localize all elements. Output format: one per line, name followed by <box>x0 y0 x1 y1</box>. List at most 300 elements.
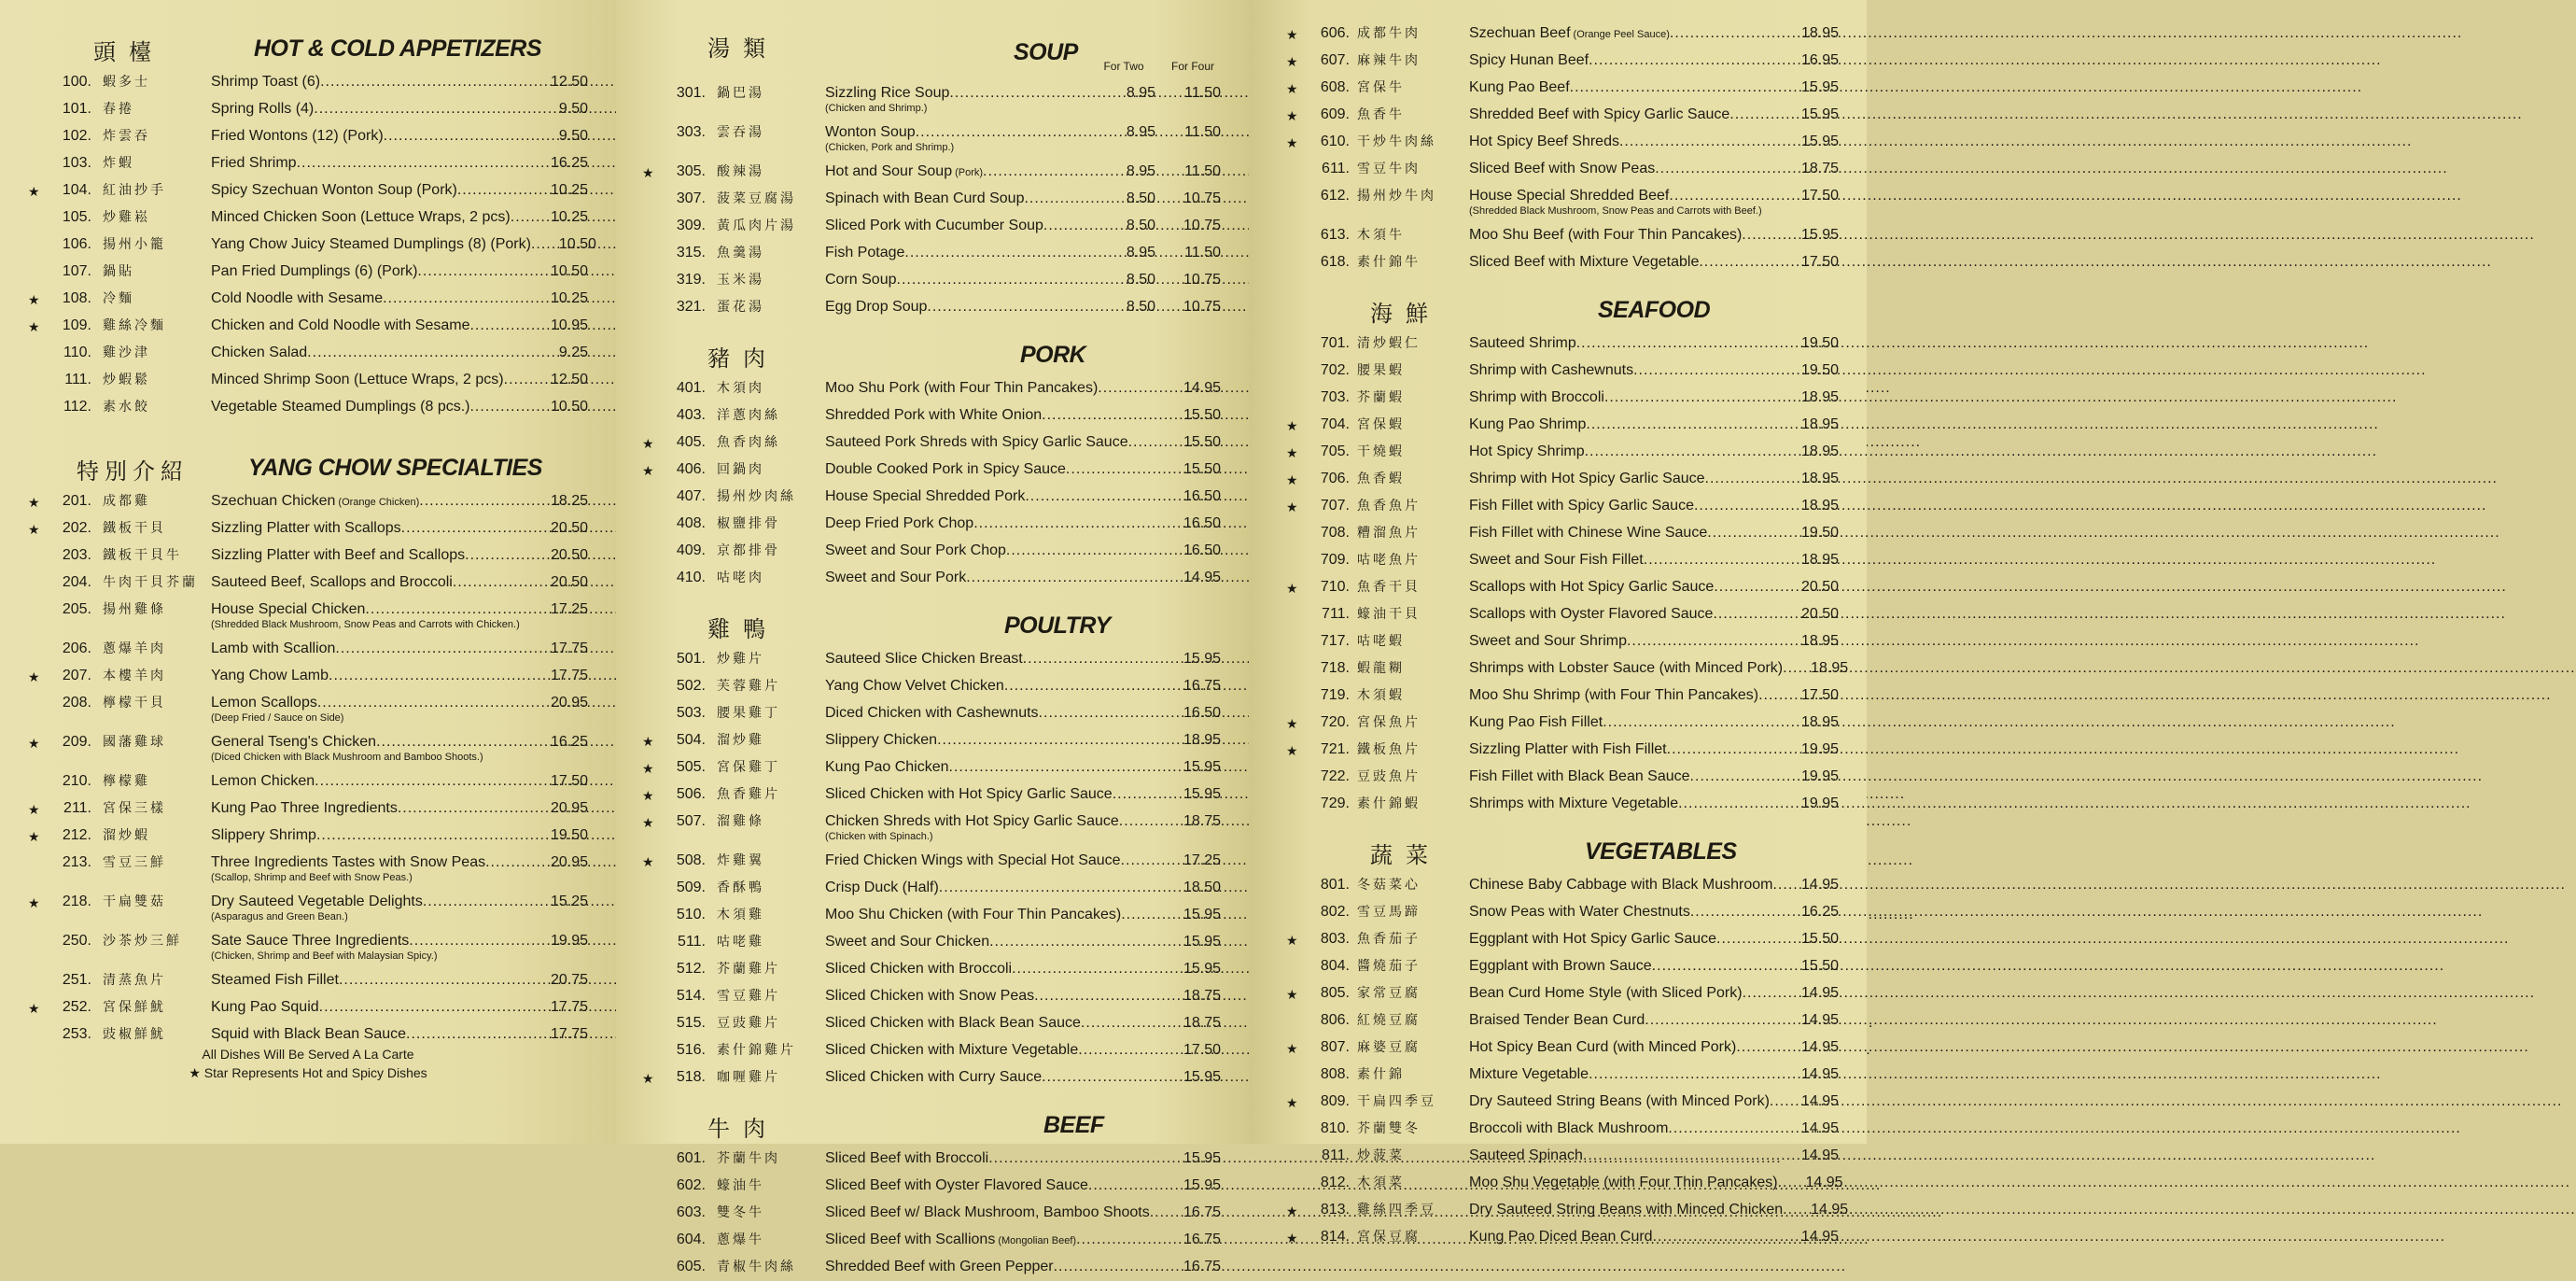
item-line <box>825 569 1221 587</box>
menu-item <box>28 663 588 690</box>
item-name: Kung Pao Squid <box>211 999 319 1015</box>
item-price: 17.25 <box>1183 852 1221 868</box>
spicy-star-icon: ★ <box>1286 1041 1298 1056</box>
item-price: 17.75 <box>550 1026 588 1042</box>
item-chinese-name: 麻婆豆腐 <box>1357 1040 1421 1055</box>
item-name: Double Cooked Pork in Spicy Sauce <box>825 461 1066 477</box>
dot-leader <box>1119 812 1161 831</box>
dot-leader <box>1652 957 1779 976</box>
item-price: 9.25 <box>558 345 588 360</box>
item-number: 111. <box>64 372 91 387</box>
item-chinese-name: 青椒牛肉絲 <box>717 1260 796 1274</box>
item-price: 10.50 <box>550 399 588 415</box>
item-line <box>1469 1011 1839 1030</box>
item-line <box>211 1025 588 1044</box>
item-name: House Special Chicken <box>211 601 366 617</box>
item-name: Dry Sauteed Vegetable Delights <box>211 894 423 909</box>
item-line <box>1469 1092 1839 1111</box>
item-name: Fish Fillet with Chinese Wine Sauce <box>1469 525 1708 541</box>
dot-leader <box>1655 160 1779 178</box>
menu-item <box>28 515 588 542</box>
item-price: 18.95 <box>1800 552 1839 568</box>
item-name: Yang Chow Velvet Chicken <box>825 678 1004 694</box>
item-line <box>825 1149 1221 1168</box>
menu-item <box>1286 21 1839 48</box>
section-title: PORK <box>1020 342 1086 368</box>
dot-leader <box>1604 388 1779 407</box>
item-number: 208. <box>62 695 91 711</box>
item-price: 20.50 <box>550 520 588 536</box>
item-price: 20.50 <box>550 574 588 590</box>
item-price: 18.75 <box>1800 161 1839 176</box>
menu-item <box>28 313 588 340</box>
item-price: 18.25 <box>550 493 588 509</box>
item-chinese-name: 炸雲吞 <box>103 129 150 144</box>
dot-leader <box>398 799 528 818</box>
item-number: 204. <box>62 574 91 590</box>
item-number: 717. <box>1320 633 1350 649</box>
item-line <box>825 514 1221 533</box>
item-price-for-four: 11.50 <box>1184 85 1221 101</box>
section-header <box>28 447 588 488</box>
spicy-star-icon: ★ <box>1286 445 1298 460</box>
item-line <box>825 960 1221 978</box>
item-name: Sliced Pork with Cucumber Soup <box>825 218 1043 233</box>
item-price: 15.50 <box>1800 931 1839 947</box>
item-chinese-name: 香酥鴨 <box>717 880 764 895</box>
dot-leader <box>1627 632 1779 651</box>
item-name: Wonton Soup <box>825 124 916 140</box>
item-price: 16.50 <box>1183 542 1221 558</box>
item-chinese-name: 木須蝦 <box>1357 688 1405 703</box>
dot-leader <box>419 492 528 511</box>
menu-item <box>642 484 1221 511</box>
item-description: (Chicken and Shrimp.) <box>825 103 928 114</box>
item-line <box>1469 984 1839 1003</box>
item-price: 20.95 <box>550 695 588 711</box>
dot-leader <box>1653 1228 1779 1246</box>
dot-leader <box>315 772 528 791</box>
item-number: 209. <box>62 734 91 750</box>
item-price: 20.75 <box>550 972 588 988</box>
menu-item <box>28 232 596 259</box>
item-line <box>825 785 1221 804</box>
item-chinese-name: 酸辣湯 <box>717 164 764 179</box>
menu-item <box>28 850 588 889</box>
item-line <box>211 208 588 227</box>
item-chinese-name: 雞絲冷麵 <box>103 318 166 333</box>
item-name: Shrimp with Hot Spicy Garlic Sauce <box>1469 471 1705 486</box>
item-chinese-name: 炒蝦鬆 <box>103 373 150 387</box>
menu-item <box>28 768 588 795</box>
item-number: 809. <box>1320 1093 1350 1109</box>
item-chinese-name: 鐵板干貝 <box>103 521 166 536</box>
menu-item <box>1286 737 1839 764</box>
item-chinese-name: 清炒蝦仁 <box>1357 336 1421 351</box>
item-chinese-name: 國藩雞球 <box>103 735 166 750</box>
item-line <box>825 1176 1221 1195</box>
menu-item <box>28 340 588 367</box>
item-line <box>211 235 596 254</box>
item-chinese-name: 雪豆三鮮 <box>103 855 166 870</box>
item-price: 15.95 <box>1183 907 1221 922</box>
item-line <box>825 933 1221 951</box>
item-name: Lemon Scallops <box>211 695 317 711</box>
dot-leader <box>307 344 528 362</box>
item-price: 17.50 <box>1183 1042 1221 1058</box>
spicy-star-icon: ★ <box>1286 81 1298 96</box>
item-name: Slippery Chicken <box>825 732 938 748</box>
item-chinese-name: 雞沙津 <box>103 345 150 360</box>
item-line <box>825 650 1221 669</box>
section-header <box>642 334 1221 375</box>
dot-leader <box>989 933 1161 951</box>
dot-leader <box>1004 677 1161 696</box>
dot-leader <box>1585 443 1779 461</box>
item-number: 303. <box>676 124 706 140</box>
item-number: 515. <box>676 1015 706 1031</box>
item-line <box>1469 187 1839 205</box>
item-line <box>211 371 588 389</box>
dot-leader <box>1586 415 1779 434</box>
menu-item <box>1286 385 1839 412</box>
dot-leader <box>1583 1147 1779 1165</box>
item-description: (Shredded Black Mushroom, Snow Peas and Carrots with Beef.) <box>1469 205 1762 217</box>
item-price: 8.50 <box>1126 272 1155 288</box>
menu-item <box>28 123 588 150</box>
item-name: Dry Sauteed String Beans with Minced Chicken <box>1469 1202 1784 1218</box>
dot-leader <box>376 733 528 752</box>
item-name: Moo Shu Chicken (with Four Thin Pancakes) <box>825 907 1122 922</box>
dot-leader <box>1743 984 1779 1003</box>
menu-item <box>642 565 1221 592</box>
dot-leader <box>339 971 528 990</box>
item-line <box>211 893 588 911</box>
dot-leader <box>365 600 528 619</box>
dot-leader <box>469 317 528 335</box>
section-header <box>28 28 588 69</box>
section-title-chinese: 豬肉 <box>707 345 778 372</box>
item-number: 806. <box>1320 1012 1350 1028</box>
item-name: Sliced Beef with Broccoli <box>825 1150 989 1166</box>
item-name: Squid with Black Bean Sauce <box>211 1026 407 1042</box>
item-price: 20.95 <box>550 854 588 870</box>
menu-item <box>642 538 1221 565</box>
item-price: 17.50 <box>1800 687 1839 703</box>
item-number: 106. <box>62 236 91 252</box>
item-line <box>211 853 588 872</box>
spicy-star-icon: ★ <box>1286 500 1298 514</box>
item-chinese-name: 宮保豆腐 <box>1357 1230 1421 1245</box>
item-number: 608. <box>1320 79 1350 95</box>
section-specialties <box>28 447 588 1049</box>
item-number: 401. <box>676 380 706 396</box>
menu-item <box>1286 628 1839 655</box>
item-price: 15.95 <box>1183 1069 1221 1085</box>
item-price-for-four: 10.75 <box>1183 218 1221 233</box>
menu-item <box>642 80 1221 120</box>
spicy-star-icon: ★ <box>28 1001 40 1016</box>
item-name: Sizzling Platter with Fish Fillet <box>1469 741 1667 757</box>
dot-leader <box>1645 1011 1779 1030</box>
item-number: 207. <box>62 668 91 683</box>
item-line <box>1469 24 1839 44</box>
item-chinese-name: 素什錦 <box>1357 1067 1405 1082</box>
item-chinese-name: 蠔油干貝 <box>1357 607 1421 622</box>
dot-leader <box>317 694 528 712</box>
item-chinese-name: 本樓羊肉 <box>103 669 166 683</box>
item-number: 502. <box>676 678 706 694</box>
spicy-star-icon: ★ <box>642 436 654 451</box>
dot-leader <box>1705 470 1779 488</box>
dot-leader <box>939 879 1161 897</box>
menu-item <box>642 983 1221 1010</box>
item-name: Kung Pao Fish Fillet <box>1469 714 1603 730</box>
item-number: 810. <box>1320 1120 1350 1136</box>
item-number: 602. <box>676 1177 706 1193</box>
item-line <box>211 667 588 685</box>
item-subnote: (Orange Peel Sauce) <box>1573 29 1670 40</box>
item-line <box>1469 388 1839 407</box>
spicy-star-icon: ★ <box>1286 581 1298 596</box>
item-list <box>1286 331 1849 818</box>
spicy-star-icon: ★ <box>28 319 40 334</box>
dot-leader <box>1066 460 1161 479</box>
item-name: Kung Pao Shrimp <box>1469 416 1587 432</box>
item-chinese-name: 成都牛肉 <box>1357 26 1421 41</box>
item-line <box>825 84 1221 103</box>
dot-leader <box>916 123 1096 142</box>
menu-item <box>642 240 1221 267</box>
item-number: 505. <box>676 759 706 775</box>
item-list <box>28 69 596 421</box>
dot-leader <box>1042 406 1161 425</box>
menu-item <box>642 929 1221 956</box>
item-name: Sauteed Shrimp <box>1469 335 1576 351</box>
menu-item <box>1286 222 1839 249</box>
item-list <box>642 80 1221 321</box>
menu-item <box>642 1173 1221 1200</box>
item-chinese-name: 宮保鮮魷 <box>103 1000 166 1015</box>
item-chinese-name: 炸蝦 <box>103 156 134 171</box>
item-description: (Asparagus and Green Bean.) <box>211 911 348 922</box>
item-price: 14.95 <box>1183 380 1221 396</box>
footer-spicy-legend: ★ Star Represents Hot and Spicy Dishes <box>189 1065 427 1080</box>
item-price: 19.95 <box>550 933 588 949</box>
item-price: 14.95 <box>1811 1202 1849 1218</box>
menu-item <box>1286 412 1839 439</box>
col-for-four: For Four <box>1170 60 1214 73</box>
item-line <box>211 971 588 990</box>
item-chinese-name: 豆豉魚片 <box>1357 769 1421 784</box>
item-chinese-name: 紅燒豆腐 <box>1357 1013 1421 1028</box>
item-chinese-name: 春捲 <box>103 102 134 117</box>
menu-item <box>642 727 1221 754</box>
item-number: 104. <box>62 182 91 198</box>
item-line <box>1469 443 1839 461</box>
item-price: 15.95 <box>1183 961 1221 977</box>
item-price: 17.50 <box>550 773 588 789</box>
dot-leader <box>1043 217 1096 235</box>
menu-item <box>1286 899 1839 926</box>
menu-item <box>1286 48 1839 75</box>
item-number: 203. <box>62 547 91 563</box>
item-name: Chinese Baby Cabbage with Black Mushroom <box>1469 877 1773 893</box>
item-number: 610. <box>1320 134 1350 149</box>
item-price: 15.95 <box>1183 934 1221 950</box>
item-price: 20.50 <box>1800 606 1839 622</box>
item-chinese-name: 玉米湯 <box>717 273 764 288</box>
item-price-for-four: 10.75 <box>1183 299 1221 315</box>
item-line <box>825 1258 1221 1276</box>
item-name: Fish Fillet with Black Bean Sauce <box>1469 768 1690 784</box>
menu-item <box>642 754 1221 781</box>
dot-leader <box>949 758 1161 777</box>
item-name: Steamed Fish Fillet <box>211 972 339 988</box>
item-line <box>825 1068 1221 1087</box>
item-price: 20.95 <box>550 800 588 816</box>
item-name: Moo Shu Beef (with Four Thin Pancakes) <box>1469 227 1743 243</box>
menu-item <box>1286 1143 1839 1170</box>
menu-item <box>28 96 588 123</box>
item-line <box>211 73 588 92</box>
menu-item <box>642 1254 1221 1281</box>
item-price: 15.95 <box>1800 134 1839 149</box>
item-name: Shrimp with Broccoli <box>1469 389 1604 405</box>
menu-item <box>1286 1116 1839 1143</box>
section-title-chinese: 海鮮 <box>1370 301 1441 327</box>
item-chinese-name: 腰果蝦 <box>1357 363 1405 378</box>
item-number: 218. <box>62 894 91 909</box>
item-name: Sweet and Sour Fish Fillet <box>1469 552 1644 568</box>
item-number: 210. <box>62 773 91 789</box>
item-line <box>825 731 1221 750</box>
item-name: Moo Shu Vegetable (with Four Thin Pancakes) <box>1469 1175 1778 1190</box>
dot-leader <box>1006 542 1161 560</box>
menu-item <box>642 1146 1221 1173</box>
menu-item <box>28 795 588 823</box>
item-line <box>1469 415 1839 434</box>
menu-item <box>1286 1062 1839 1089</box>
dot-leader <box>1128 433 1161 452</box>
item-name: Chicken and Cold Noodle with Sesame <box>211 317 470 333</box>
section-title: SEAFOOD <box>1598 297 1711 323</box>
item-chinese-name: 揚州小籠 <box>103 237 166 252</box>
item-line <box>1469 361 1839 380</box>
item-number: 319. <box>676 272 706 288</box>
menu-item <box>1286 1007 1839 1035</box>
item-number: 309. <box>676 218 706 233</box>
dot-leader <box>320 73 528 92</box>
item-number: 811. <box>1322 1147 1350 1163</box>
spicy-star-icon: ★ <box>1286 1204 1298 1218</box>
item-name: Braised Tender Bean Curd <box>1469 1012 1645 1028</box>
item-line <box>211 492 588 512</box>
item-name: Chicken Shreds with Hot Spicy Garlic Sauce <box>825 813 1119 829</box>
item-line <box>1469 659 1849 678</box>
dot-leader <box>1023 650 1161 669</box>
spicy-star-icon: ★ <box>642 1071 654 1086</box>
dot-leader <box>1589 51 1779 70</box>
item-chinese-name: 干燒蝦 <box>1357 444 1405 459</box>
menu-item <box>642 809 1221 848</box>
dot-leader <box>897 271 1097 289</box>
menu-item <box>1286 493 1839 520</box>
dot-leader <box>485 853 528 872</box>
item-list <box>28 488 588 1049</box>
spicy-star-icon: ★ <box>28 669 40 684</box>
item-number: 701. <box>1320 335 1350 351</box>
item-name: Szechuan Chicken <box>211 493 336 509</box>
item-chinese-name: 蠔油牛 <box>717 1178 764 1193</box>
dot-leader <box>319 998 528 1017</box>
item-line <box>211 289 588 308</box>
item-price: 16.75 <box>1183 1232 1221 1247</box>
item-name: Lamb with Scallion <box>211 640 336 656</box>
dot-leader <box>1025 487 1161 506</box>
item-chinese-name: 宮保牛 <box>1357 80 1405 95</box>
item-number: 803. <box>1320 931 1350 947</box>
menu-item <box>1286 331 1839 358</box>
dot-leader <box>1576 334 1779 353</box>
item-number: 506. <box>676 786 706 802</box>
item-price: 10.95 <box>550 317 588 333</box>
item-price: 17.75 <box>550 640 588 656</box>
item-name: Hot Spicy Beef Shreds <box>1469 134 1619 149</box>
dot-leader <box>937 731 1161 750</box>
item-number: 213. <box>62 854 91 870</box>
section-header <box>642 1105 1221 1146</box>
item-line <box>1469 470 1839 488</box>
menu-item <box>1286 75 1839 102</box>
menu-item <box>642 1037 1221 1064</box>
item-number: 409. <box>676 542 706 558</box>
item-line <box>1469 876 1839 894</box>
item-chinese-name: 京都排骨 <box>717 543 780 558</box>
dot-leader <box>1668 1119 1779 1138</box>
item-chinese-name: 魚香干貝 <box>1357 580 1421 595</box>
menu-item <box>1286 574 1839 601</box>
dot-leader <box>453 573 528 592</box>
item-chinese-name: 檸檬干貝 <box>103 696 166 711</box>
item-line <box>1469 524 1839 542</box>
item-line <box>1469 1228 1839 1246</box>
item-chinese-name: 咕咾魚片 <box>1357 553 1421 568</box>
item-price: 14.95 <box>1800 985 1839 1001</box>
item-price: 17.50 <box>1800 188 1839 204</box>
item-price-for-four: 10.75 <box>1183 272 1221 288</box>
menu-item <box>1286 129 1839 156</box>
item-number: 704. <box>1320 416 1350 432</box>
item-name: Kung Pao Chicken <box>825 759 949 775</box>
item-number: 307. <box>676 190 706 206</box>
item-number: 603. <box>676 1204 706 1220</box>
item-number: 618. <box>1320 254 1350 270</box>
menu-item <box>1286 102 1839 129</box>
dot-leader <box>1690 767 1779 786</box>
item-name: Spicy Hunan Beef <box>1469 52 1589 68</box>
item-price-for-four: 11.50 <box>1184 245 1221 260</box>
item-price: 16.75 <box>1183 1204 1221 1220</box>
item-line <box>825 244 1221 262</box>
item-number: 253. <box>62 1026 91 1042</box>
item-price: 8.95 <box>1126 124 1155 140</box>
item-price-for-four: 11.50 <box>1184 163 1221 179</box>
menu-item <box>642 402 1221 429</box>
item-chinese-name: 咕咾肉 <box>717 570 764 585</box>
item-price: 14.95 <box>1800 1229 1839 1245</box>
item-chinese-name: 糟溜魚片 <box>1357 526 1421 541</box>
